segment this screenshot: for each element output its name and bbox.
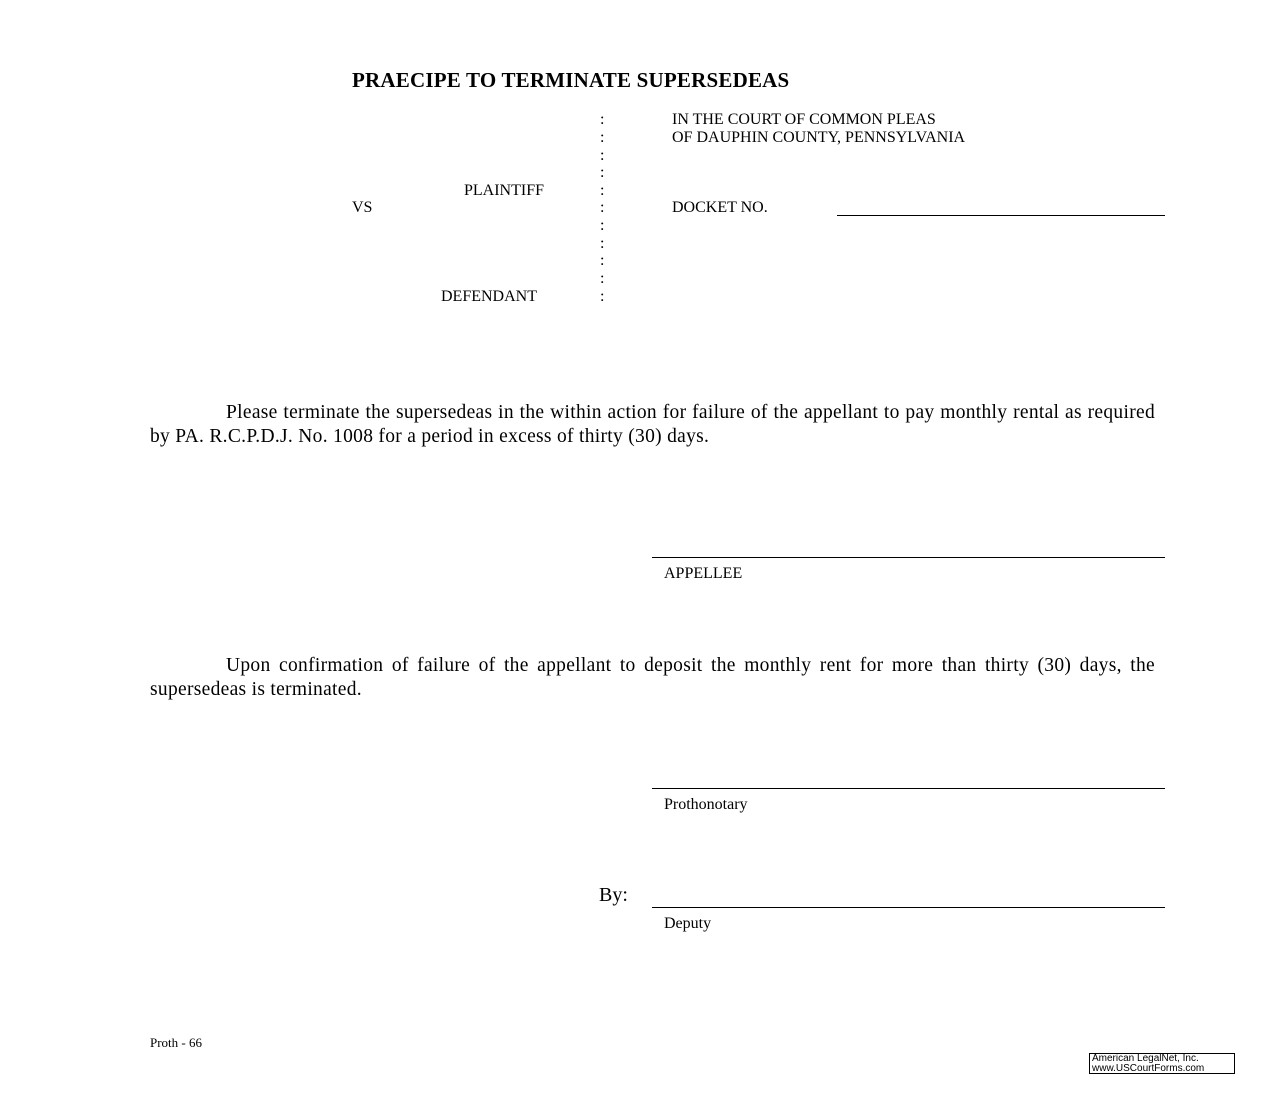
termination-paragraph: Upon confirmation of failure of the appellant to deposit the monthly rent for more than thirty (30) days, the supersedeas is terminated. (150, 655, 1155, 700)
form-id: Proth - 66 (150, 1035, 202, 1050)
court-name-line-1: IN THE COURT OF COMMON PLEAS (672, 111, 936, 128)
separator-colon: : (600, 147, 605, 164)
docket-label: DOCKET NO. (672, 199, 768, 216)
deputy-label: Deputy (664, 915, 712, 932)
separator-colon: : (600, 252, 605, 269)
prothonotary-label: Prothonotary (664, 796, 748, 813)
court-name-line-2: OF DAUPHIN COUNTY, PENNSYLVANIA (672, 129, 966, 146)
praecipe-paragraph: Please terminate the supersedeas in the within action for failure of the appellant to pay monthly rental as required by PA. R.C.P.D.J. No. 1008 for a period in excess of thirty (30) days. (150, 402, 1155, 447)
document-title: PRAECIPE TO TERMINATE SUPERSEDEAS (352, 68, 790, 92)
defendant-label: DEFENDANT (441, 288, 537, 305)
separator-colon: : (600, 199, 605, 216)
docket-number-line[interactable] (837, 215, 1165, 216)
stamp-line-1: American LegalNet, Inc. (1092, 1053, 1199, 1064)
appellee-signature-line[interactable] (652, 557, 1165, 558)
publisher-stamp (1089, 1053, 1235, 1074)
vs-label: VS (352, 199, 373, 216)
separator-colon: : (600, 288, 605, 305)
deputy-signature-line[interactable] (652, 907, 1165, 908)
plaintiff-label: PLAINTIFF (464, 182, 545, 199)
appellee-label: APPELLEE (664, 565, 743, 582)
separator-colon: : (600, 129, 605, 146)
separator-colon: : (600, 111, 605, 128)
prothonotary-signature-line[interactable] (652, 788, 1165, 789)
stamp-line-2: www.USCourtForms.com (1092, 1063, 1205, 1074)
by-label: By: (599, 884, 628, 906)
separator-colon: : (600, 235, 605, 252)
separator-colon: : (600, 217, 605, 234)
separator-colon: : (600, 182, 605, 199)
separator-colon: : (600, 164, 605, 181)
separator-colon: : (600, 270, 605, 287)
